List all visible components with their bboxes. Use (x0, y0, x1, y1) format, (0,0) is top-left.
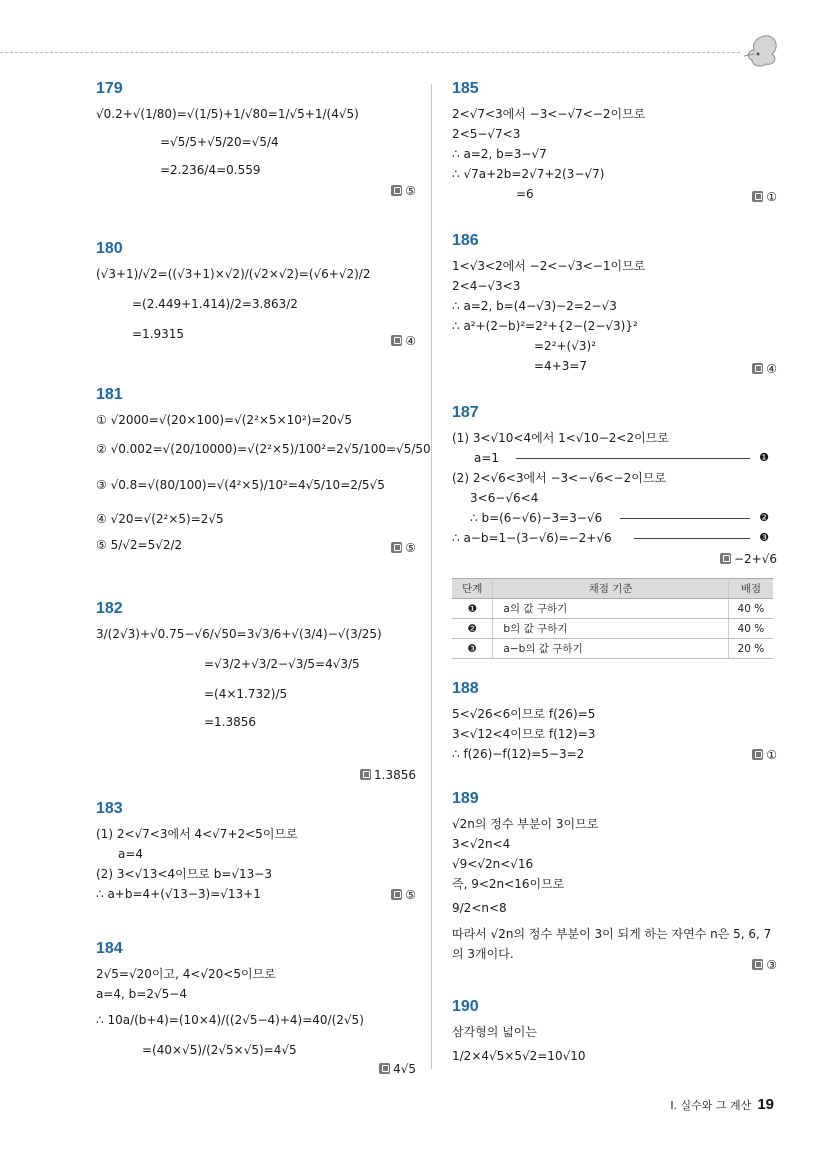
solution-line: ∴ a=2, b=3−√7 (452, 147, 547, 161)
rubric-criterion: a의 값 구하기 (493, 599, 728, 619)
solution-line: (1) 3<√10<4에서 1<√10−2<2이므로 (452, 431, 669, 445)
solution-line: √2n의 정수 부분이 3이므로 (452, 817, 599, 831)
solution-line: ∴ a−b=1−(3−√6)=−2+√6 ❸ (452, 528, 777, 548)
problem-number: 189 (452, 790, 479, 807)
solution-line: =2²+(√3)² (534, 339, 597, 353)
solution-line: =1.9315 (132, 327, 185, 341)
column-divider (431, 84, 432, 1069)
solution-line: =6 (516, 187, 534, 201)
solution-line: (√3+1)/√2=((√3+1)×√2)/(√2×√2)=(√6+√2)/2 (96, 267, 371, 281)
step-marker: ❶ (759, 451, 769, 464)
problem-180 (96, 240, 416, 348)
solution-line: =(2.449+1.414)/2=3.863/2 (132, 297, 298, 311)
squirrel-mascot-icon (742, 30, 782, 70)
solution-line: =(40×√5)/(2√5×√5)=4√5 (142, 1043, 297, 1057)
rubric-points: 40 % (728, 599, 773, 619)
step-marker: ❷ (759, 511, 769, 524)
answer-box-icon (752, 363, 763, 374)
solution-line: 3<√12<4이므로 f(12)=3 (452, 727, 596, 741)
solution-line: ∴ f(26)−f(12)=5−3=2 (452, 747, 585, 761)
problem-186 (452, 232, 777, 376)
answer-mark: ⑤ (391, 888, 416, 902)
problem-number: 185 (452, 80, 479, 97)
solution-line: 9/2<n<8 (452, 901, 507, 915)
problem-179 (96, 80, 416, 198)
solution-line: 5<√26<6이므로 f(26)=5 (452, 707, 596, 721)
solution-line: 2√5=√20이고, 4<√20<5이므로 (96, 967, 276, 981)
answer-mark: ④ (391, 334, 416, 348)
answer-mark: ④ (752, 362, 777, 376)
solution-line: =1.3856 (204, 715, 257, 729)
answer-mark: 1.3856 (360, 768, 416, 782)
answer-mark: ① (752, 748, 777, 762)
solution-line: a=1 ❶ (452, 448, 777, 468)
problem-number: 183 (96, 800, 123, 817)
answer-box-icon (391, 542, 402, 553)
solution-line: 3/(2√3)+√0.75−√6/√50=3√3/6+√(3/4)−√(3/25) (96, 627, 382, 641)
solution-line: 1/2×4√5×5√2=10√10 (452, 1049, 586, 1063)
problem-188 (452, 680, 777, 764)
solution-line: a=4, b=2√5−4 (96, 987, 187, 1001)
problem-182 (96, 600, 416, 782)
leader-line (634, 538, 750, 539)
answer-box-icon (391, 889, 402, 900)
solution-line: =√3/2+√3/2−√3/5=4√3/5 (204, 657, 360, 671)
solution-line: ∴ a=2, b=(4−√3)−2=2−√3 (452, 299, 617, 313)
solution-line: 3<√2n<4 (452, 837, 511, 851)
solution-line: ④ √20=√(2²×5)=2√5 (96, 512, 224, 526)
solution-line: =2.236/4=0.559 (160, 163, 261, 177)
solution-line: a=4 (118, 847, 144, 861)
step-marker: ❸ (759, 531, 769, 544)
answer-mark: ③ (752, 958, 777, 972)
problem-number: 187 (452, 404, 479, 421)
problem-number: 182 (96, 600, 123, 617)
problem-number: 179 (96, 80, 123, 97)
solution-line: (1) 2<√7<3에서 4<√7+2<5이므로 (96, 827, 298, 841)
answer-mark: ① (752, 190, 777, 204)
answer-box-icon (752, 191, 763, 202)
solution-line: ∴ a²+(2−b)²=2²+{2−(2−√3)}² (452, 319, 638, 333)
solution-line: ∴ b=(6−√6)−3=3−√6 ❷ (452, 508, 777, 528)
rubric-row (452, 619, 773, 639)
rubric-criterion: a−b의 값 구하기 (493, 639, 728, 659)
solution-line: ③ √0.8=√(80/100)=√(4²×5)/10²=4√5/10=2/5√5 (96, 478, 385, 492)
solution-line: 2<5−√7<3 (452, 127, 521, 141)
solution-line: 1<√3<2에서 −2<−√3<−1이므로 (452, 259, 646, 273)
rubric-criterion: b의 값 구하기 (493, 619, 728, 639)
answer-box-icon (379, 1063, 390, 1074)
answer-box-icon (391, 185, 402, 196)
answer-mark: ⑤ (391, 184, 416, 198)
solution-line: √9<√2n<√16 (452, 857, 534, 871)
answer-box-icon (752, 959, 763, 970)
answer-box-icon (752, 749, 763, 760)
page-number: 19 (757, 1096, 774, 1113)
problem-183 (96, 800, 416, 904)
problem-181 (96, 386, 431, 555)
problem-number: 188 (452, 680, 479, 697)
scoring-rubric-table (452, 578, 773, 659)
top-dashed-rule (0, 52, 740, 53)
solution-line: =4+3=7 (534, 359, 588, 373)
answer-box-icon (360, 769, 371, 780)
solution-line: 삼각형의 넓이는 (452, 1025, 537, 1039)
solution-line: =(4×1.732)/5 (204, 687, 288, 701)
rubric-step: ❸ (452, 639, 493, 659)
solution-line: (2) 3<√13<4이므로 b=√13−3 (96, 867, 272, 881)
solution-line: =√5/5+√5/20=√5/4 (160, 135, 279, 149)
solution-line: ① √2000=√(20×100)=√(2²×5×10²)=20√5 (96, 413, 352, 427)
problem-184 (96, 940, 416, 1076)
solution-line: ∴ a+b=4+(√13−3)=√13+1 (96, 887, 261, 901)
solution-line: ∴ 10a/(b+4)=(10×4)/((2√5−4)+4)=40/(2√5) (96, 1013, 364, 1027)
answer-box-icon (720, 553, 731, 564)
problem-number: 184 (96, 940, 123, 957)
problem-187 (452, 404, 777, 655)
rubric-row (452, 639, 773, 659)
problem-number: 180 (96, 240, 123, 257)
rubric-header: 배점 (728, 579, 773, 599)
leader-line (516, 458, 750, 459)
solution-line: 의 3개이다. (452, 947, 514, 961)
rubric-row (452, 599, 773, 619)
rubric-step: ❷ (452, 619, 493, 639)
problem-number: 186 (452, 232, 479, 249)
solution-line: 즉, 9<2n<16이므로 (452, 877, 565, 891)
solution-line: ② √0.002=√(20/10000)=√(2²×5)/100²=2√5/100=√5/50 (96, 442, 431, 456)
problem-number: 181 (96, 386, 123, 403)
solution-line: ∴ √7a+2b=2√7+2(3−√7) (452, 167, 605, 181)
rubric-header: 단계 (452, 579, 493, 599)
page-footer (670, 1096, 774, 1113)
solution-line: √0.2+√(1/80)=√(1/5)+1/√80=1/√5+1/(4√5) (96, 107, 359, 121)
problem-189 (452, 790, 777, 972)
rubric-header-row (452, 579, 773, 599)
rubric-points: 20 % (728, 639, 773, 659)
rubric-points: 40 % (728, 619, 773, 639)
answer-mark: 4√5 (379, 1062, 416, 1076)
rubric-header: 채점 기준 (493, 579, 728, 599)
rubric-step: ❶ (452, 599, 493, 619)
solution-line: 2<√7<3에서 −3<−√7<−2이므로 (452, 107, 646, 121)
problem-185 (452, 80, 777, 204)
problem-number: 190 (452, 998, 479, 1015)
solution-line: 3<6−√6<4 (470, 491, 539, 505)
solution-line: 2<4−√3<3 (452, 279, 521, 293)
answer-mark: −2+√6 (720, 552, 777, 566)
answer-mark: ⑤ (391, 541, 416, 555)
leader-line (620, 518, 750, 519)
solution-line: (2) 2<√6<3에서 −3<−√6<−2이므로 (452, 471, 667, 485)
problem-190 (452, 998, 777, 1066)
answer-box-icon (391, 335, 402, 346)
solution-line: 따라서 √2n의 정수 부분이 3이 되게 하는 자연수 n은 5, 6, 7 (452, 927, 772, 941)
solution-line: ⑤ 5/√2=5√2/2 (96, 538, 183, 552)
chapter-title: Ⅰ. 실수와 그 계산 (670, 1099, 752, 1112)
